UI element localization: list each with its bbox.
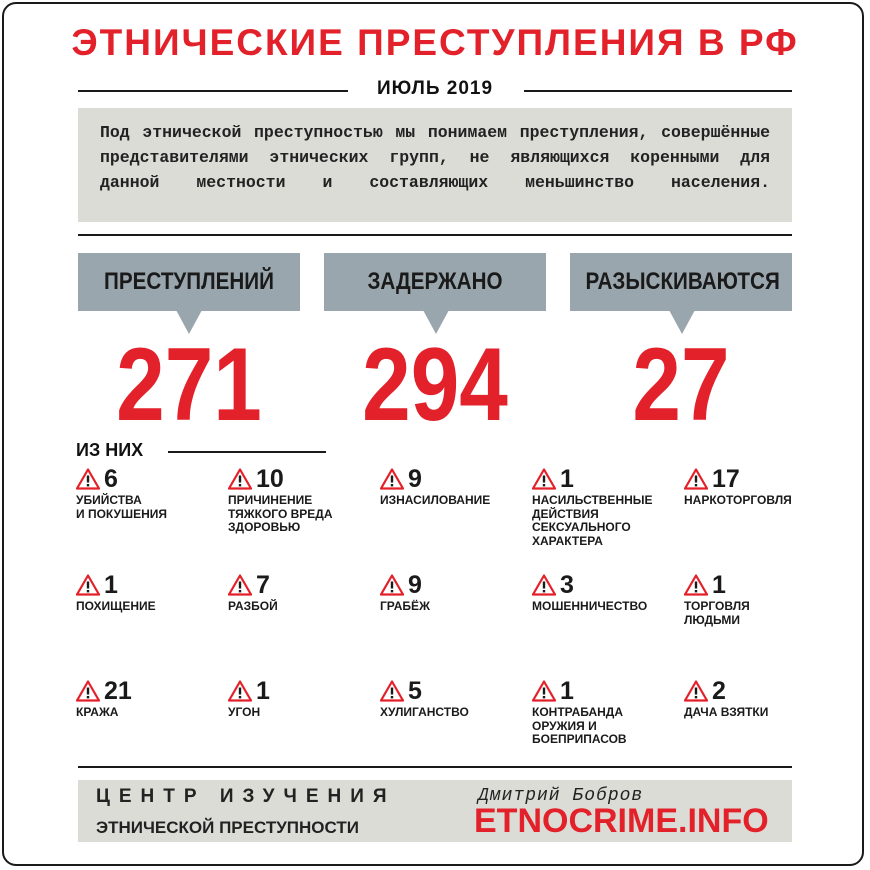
- warning-triangle-icon: [684, 468, 708, 490]
- stat-header-detained: [324, 253, 546, 311]
- category-item: [76, 678, 226, 720]
- stat-label: ЗАДЕРЖАНО: [367, 268, 503, 295]
- warning-triangle-icon: [76, 574, 100, 596]
- category-count: 6: [104, 464, 118, 493]
- of-them-label: ИЗ НИХ: [76, 440, 144, 460]
- category-label: УБИЙСТВА И ПОКУШЕНИЯ: [76, 493, 167, 521]
- category-item: [684, 572, 834, 627]
- footer-org-line2: ЭТНИЧЕСКОЙ ПРЕСТУПНОСТИ: [96, 818, 359, 837]
- category-label: НАСИЛЬСТВЕННЫЕ ДЕЙСТВИЯ СЕКСУАЛЬНОГО ХАРАКТЕРА: [532, 493, 653, 548]
- category-item: [684, 466, 834, 508]
- divider: [78, 766, 792, 768]
- category-item: [76, 466, 226, 521]
- category-item: [228, 678, 378, 720]
- category-label: КРАЖА: [76, 705, 119, 719]
- category-item: [380, 572, 530, 614]
- category-count: 9: [408, 464, 422, 493]
- category-label: УГОН: [228, 705, 261, 719]
- warning-triangle-icon: [532, 574, 556, 596]
- category-item: [684, 678, 834, 720]
- category-label: НАРКОТОРГОВЛЯ: [684, 493, 792, 507]
- category-count: 7: [256, 570, 270, 599]
- category-count: 5: [408, 676, 422, 705]
- category-label: РАЗБОЙ: [228, 599, 278, 613]
- stat-label: ПРЕСТУПЛЕНИЙ: [104, 268, 274, 295]
- category-count: 2: [712, 676, 726, 705]
- category-item: [532, 572, 682, 614]
- category-count: 10: [256, 464, 284, 493]
- category-label: ПРИЧИНЕНИЕ ТЯЖКОГО ВРЕДА ЗДОРОВЬЮ: [228, 493, 333, 534]
- stat-value-wanted: 27: [632, 327, 730, 443]
- warning-triangle-icon: [532, 680, 556, 702]
- category-label: ПОХИЩЕНИЕ: [76, 599, 156, 613]
- warning-triangle-icon: [228, 574, 252, 596]
- stat-value-detained: 294: [362, 327, 508, 443]
- category-count: 1: [560, 464, 574, 493]
- category-item: [76, 572, 226, 614]
- stat-header-wanted: [570, 253, 792, 311]
- category-label: ТОРГОВЛЯ ЛЮДЬМИ: [684, 599, 750, 627]
- category-item: [228, 572, 378, 614]
- warning-triangle-icon: [228, 468, 252, 490]
- footer-author: Дмитрий Бобров: [478, 786, 644, 806]
- divider: [78, 90, 348, 92]
- description-box: [78, 108, 792, 222]
- divider: [78, 234, 792, 236]
- stat-label: РАЗЫСКИВАЮТСЯ: [585, 268, 780, 295]
- category-item: [532, 466, 682, 548]
- warning-triangle-icon: [228, 680, 252, 702]
- divider: [524, 90, 792, 92]
- category-count: 3: [560, 570, 574, 599]
- warning-triangle-icon: [684, 574, 708, 596]
- category-item: [532, 678, 682, 747]
- warning-triangle-icon: [76, 468, 100, 490]
- warning-triangle-icon: [380, 680, 404, 702]
- category-count: 17: [712, 464, 740, 493]
- category-item: [228, 466, 378, 535]
- category-label: КОНТРАБАНДА ОРУЖИЯ И БОЕПРИПАСОВ: [532, 705, 627, 746]
- page-title: ЭТНИЧЕСКИЕ ПРЕСТУПЛЕНИЯ В РФ: [71, 22, 799, 63]
- footer-site: ETNOCRIME.INFO: [474, 802, 769, 840]
- category-item: [380, 466, 530, 508]
- category-label: МОШЕННИЧЕСТВО: [532, 599, 648, 613]
- stat-header-crimes: [78, 253, 300, 311]
- category-count: 9: [408, 570, 422, 599]
- category-count: 1: [560, 676, 574, 705]
- warning-triangle-icon: [532, 468, 556, 490]
- divider: [168, 451, 326, 453]
- date-label: ИЮЛЬ 2019: [376, 78, 494, 99]
- warning-triangle-icon: [76, 680, 100, 702]
- stat-value-crimes: 271: [116, 327, 262, 443]
- category-item: [380, 678, 530, 720]
- warning-triangle-icon: [380, 574, 404, 596]
- category-count: 21: [104, 676, 132, 705]
- category-label: ИЗНАСИЛОВАНИЕ: [380, 493, 491, 507]
- footer-org-line1: ЦЕНТР ИЗУЧЕНИЯ: [96, 786, 396, 807]
- category-label: ДАЧА ВЗЯТКИ: [684, 705, 769, 719]
- category-count: 1: [104, 570, 118, 599]
- category-label: ХУЛИГАНСТВО: [380, 705, 469, 719]
- category-label: ГРАБЁЖ: [380, 599, 430, 613]
- category-count: 1: [256, 676, 270, 705]
- description-text: Под этнической преступностью мы понимаем преступления, совершённые представителями этнических групп, не являющихся коренными для данной местности и составляющих меньшинство населения.: [100, 123, 770, 192]
- warning-triangle-icon: [684, 680, 708, 702]
- category-count: 1: [712, 570, 726, 599]
- warning-triangle-icon: [380, 468, 404, 490]
